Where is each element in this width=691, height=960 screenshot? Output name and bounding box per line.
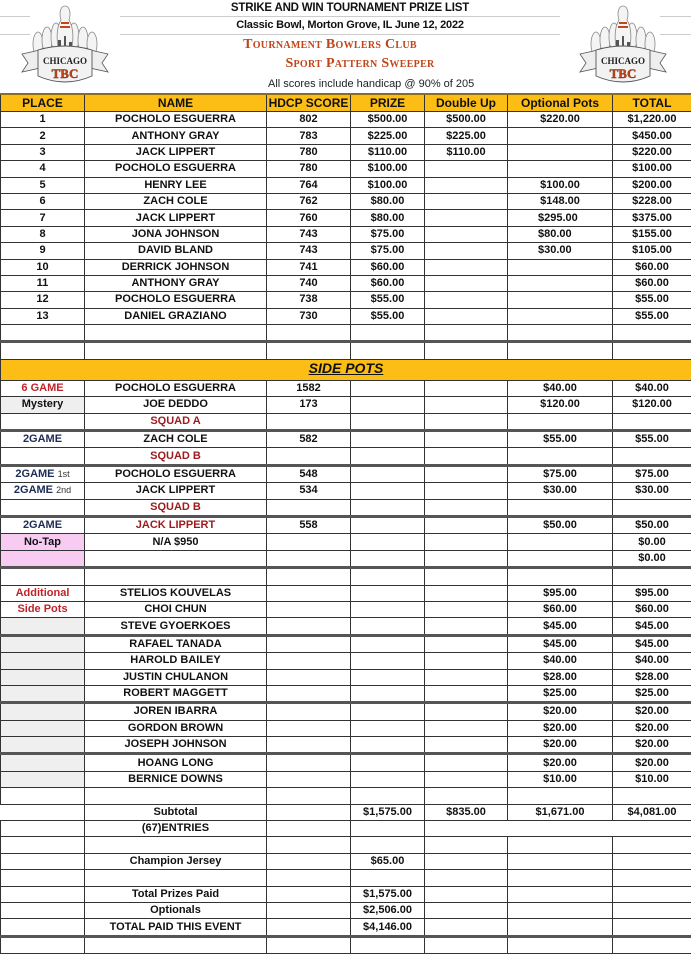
column-header-name: NAME (85, 94, 267, 112)
additional-side-pot-row (1, 754, 691, 771)
cell-optional-pots (508, 161, 613, 177)
cell-hdcp-score: 743 (267, 226, 351, 242)
label-cell (1, 635, 85, 652)
cell-optional-pots: $100.00 (508, 177, 613, 193)
cell-optional-pots: $80.00 (508, 226, 613, 242)
cell-optional-pots: $10.00 (508, 771, 613, 787)
blank-row (1, 325, 691, 342)
additional-side-pots-body (1, 585, 691, 788)
side-pot-name: POCHOLO ESGUERRA (85, 380, 267, 396)
side-pot-optional: $50.00 (508, 516, 613, 533)
side-pot-score: 548 (267, 465, 351, 482)
cell-name: HOANG LONG (85, 754, 267, 771)
side-pot-row-squad-b-1st (1, 465, 691, 482)
cell-optional-pots: $30.00 (508, 243, 613, 259)
cell-place: 9 (1, 243, 85, 259)
location-date: Classic Bowl, Morton Grove, IL June 12, 2022 (236, 19, 464, 31)
column-header-total: TOTAL (613, 94, 691, 112)
places-body (1, 112, 691, 325)
cell-name: BERNICE DOWNS (85, 771, 267, 787)
additional-label: Side Pots (1, 601, 85, 617)
cell-total: $200.00 (613, 177, 691, 193)
place-row (1, 292, 691, 308)
cell-hdcp-score: 740 (267, 275, 351, 291)
cell-optional-pots: $20.00 (508, 703, 613, 720)
cell-prize: $75.00 (351, 243, 425, 259)
cell-hdcp-score: 802 (267, 112, 351, 128)
side-pot-label: No-Tap (1, 534, 85, 550)
side-pot-label-text: 2GAME (15, 468, 55, 480)
cell-place: 2 (1, 128, 85, 144)
cell-name: DERRICK JOHNSON (85, 259, 267, 275)
cell-name: GORDON BROWN (85, 720, 267, 736)
subtotal-total: $4,081.00 (613, 804, 691, 820)
cell-optional-pots (508, 259, 613, 275)
cell-total: $60.00 (613, 601, 691, 617)
side-pot-score: 558 (267, 516, 351, 533)
cell-total: $20.00 (613, 737, 691, 754)
cell-total: $25.00 (613, 685, 691, 702)
cell-total: $55.00 (613, 308, 691, 324)
blank-row (1, 342, 691, 359)
cell-prize: $100.00 (351, 161, 425, 177)
cell-optional-pots (508, 128, 613, 144)
logo-text-tbc: TBC (51, 66, 79, 81)
cell-optional-pots: $20.00 (508, 754, 613, 771)
cell-name: POCHOLO ESGUERRA (85, 292, 267, 308)
blank-pink-row (1, 550, 691, 567)
squad-a-label-row (1, 413, 691, 430)
squad-label: SQUAD B (85, 499, 267, 516)
cell-double-up: $225.00 (425, 128, 508, 144)
cell-name: JONA JOHNSON (85, 226, 267, 242)
cell-total: $100.00 (613, 161, 691, 177)
additional-side-pot-row (1, 601, 691, 617)
place-row (1, 193, 691, 209)
side-pot-name: ZACH COLE (85, 431, 267, 448)
column-header-prize: PRIZE (351, 94, 425, 112)
logo-text-chicago: CHICAGO (600, 56, 646, 66)
blank-row (1, 870, 691, 886)
cell-place: 4 (1, 161, 85, 177)
cell-prize: $80.00 (351, 210, 425, 226)
side-pot-optional: $120.00 (508, 397, 613, 413)
label-cell (1, 669, 85, 685)
blank-row (1, 568, 691, 585)
cell-prize: $75.00 (351, 226, 425, 242)
label-cell (1, 703, 85, 720)
side-pot-row-squad-b2-2game (1, 516, 691, 533)
total-paid-row (1, 919, 691, 936)
event-name: Sport Pattern Sweeper (285, 56, 435, 71)
cell-optional-pots: $20.00 (508, 737, 613, 754)
club-name: Tournament Bowlers Club (243, 37, 417, 52)
cell-optional-pots: $45.00 (508, 635, 613, 652)
cell-place: 10 (1, 259, 85, 275)
additional-side-pot-row (1, 720, 691, 736)
place-row (1, 210, 691, 226)
cell-name: CHOI CHUN (85, 601, 267, 617)
squad-b-label-row (1, 499, 691, 516)
cell-total: $10.00 (613, 771, 691, 787)
side-pot-label: Mystery (1, 397, 85, 413)
cell-name: POCHOLO ESGUERRA (85, 112, 267, 128)
subtotal-prize: $1,575.00 (351, 804, 425, 820)
cell-place: 8 (1, 226, 85, 242)
optionals-row (1, 902, 691, 918)
cell-name: ZACH COLE (85, 193, 267, 209)
place-row (1, 144, 691, 160)
label-cell (1, 618, 85, 635)
chicago-tbc-logo (20, 2, 110, 90)
cell-prize: $225.00 (351, 128, 425, 144)
additional-label: Additional (1, 585, 85, 601)
side-pot-name: JACK LIPPERT (85, 483, 267, 499)
cell-total: $375.00 (613, 210, 691, 226)
additional-side-pot-row (1, 703, 691, 720)
entries-row (1, 821, 691, 837)
cell-prize: $80.00 (351, 193, 425, 209)
cell-optional-pots: $295.00 (508, 210, 613, 226)
side-pot-score: 534 (267, 483, 351, 499)
side-pot-total: $50.00 (613, 516, 691, 533)
cell-prize: $55.00 (351, 308, 425, 324)
cell-name: STELIOS KOUVELAS (85, 585, 267, 601)
label-cell (1, 685, 85, 702)
additional-side-pot-row (1, 635, 691, 652)
cell-double-up (425, 308, 508, 324)
cell-name: JOSEPH JOHNSON (85, 737, 267, 754)
champion-jersey-label: Champion Jersey (85, 853, 267, 869)
cell-optional-pots: $60.00 (508, 601, 613, 617)
logo-text-tbc: TBC (609, 66, 637, 81)
logo-text-chicago: CHICAGO (42, 56, 88, 66)
cell-optional-pots: $148.00 (508, 193, 613, 209)
side-pot-label-suffix: 2nd (56, 485, 72, 496)
table-header-row (1, 94, 691, 112)
cell-name: ROBERT MAGGETT (85, 685, 267, 702)
cell-hdcp-score: 762 (267, 193, 351, 209)
place-row (1, 275, 691, 291)
cell-name: ANTHONY GRAY (85, 128, 267, 144)
side-pot-total: $40.00 (613, 380, 691, 396)
side-pot-label: 2GAME (1, 431, 85, 448)
prize-table (0, 93, 691, 954)
cell-place: 6 (1, 193, 85, 209)
cell-total: $228.00 (613, 193, 691, 209)
place-row (1, 226, 691, 242)
side-pot-total: $55.00 (613, 431, 691, 448)
cell-total: $60.00 (613, 259, 691, 275)
side-pot-total: $120.00 (613, 397, 691, 413)
cell-double-up (425, 275, 508, 291)
cell-optional-pots: $45.00 (508, 618, 613, 635)
cell-optional-pots (508, 275, 613, 291)
subtotal-optional: $1,671.00 (508, 804, 613, 820)
place-row (1, 112, 691, 128)
cell-name: ANTHONY GRAY (85, 275, 267, 291)
cell-total: $28.00 (613, 669, 691, 685)
total-prizes-row (1, 886, 691, 902)
cell-optional-pots (508, 308, 613, 324)
cell-double-up (425, 259, 508, 275)
cell-hdcp-score: 743 (267, 243, 351, 259)
cell-place: 13 (1, 308, 85, 324)
cell-hdcp-score: 783 (267, 128, 351, 144)
cell-prize: $60.00 (351, 259, 425, 275)
cell-hdcp-score: 760 (267, 210, 351, 226)
side-pot-total: $0.00 (613, 550, 691, 567)
label-cell (1, 771, 85, 787)
cell-name: POCHOLO ESGUERRA (85, 161, 267, 177)
subtotal-double-up: $835.00 (425, 804, 508, 820)
side-pot-optional: $40.00 (508, 380, 613, 396)
side-pot-label-text: 2GAME (13, 484, 54, 497)
additional-side-pot-row (1, 585, 691, 601)
cell-hdcp-score: 764 (267, 177, 351, 193)
cell-total: $155.00 (613, 226, 691, 242)
side-pot-score: 582 (267, 431, 351, 448)
place-row (1, 308, 691, 324)
cell-place: 1 (1, 112, 85, 128)
cell-double-up (425, 193, 508, 209)
cell-total: $45.00 (613, 635, 691, 652)
cell-total: $20.00 (613, 720, 691, 736)
side-pot-label: 6 GAME (1, 380, 85, 396)
label-cell (1, 720, 85, 736)
cell-total: $60.00 (613, 275, 691, 291)
side-pot-optional: $30.00 (508, 483, 613, 499)
handicap-note: All scores include handicap @ 90% of 205 (268, 78, 475, 90)
cell-double-up (425, 161, 508, 177)
side-pot-row-no-tap (1, 534, 691, 550)
total-paid-label: TOTAL PAID THIS EVENT (85, 919, 267, 936)
side-pot-score: 1582 (267, 380, 351, 396)
squad-label: SQUAD B (85, 448, 267, 465)
cell-name: JACK LIPPERT (85, 144, 267, 160)
cell-name: DAVID BLAND (85, 243, 267, 259)
chicago-tbc-logo (578, 2, 668, 90)
cell-name: JUSTIN CHULANON (85, 669, 267, 685)
cell-place: 3 (1, 144, 85, 160)
champion-jersey-value: $65.00 (351, 853, 425, 869)
cell-prize: $60.00 (351, 275, 425, 291)
blank-row (1, 788, 691, 804)
blank-row (1, 936, 691, 953)
champion-jersey-row (1, 853, 691, 869)
cell-total: $20.00 (613, 703, 691, 720)
cell-hdcp-score: 738 (267, 292, 351, 308)
subtotal-row (1, 804, 691, 820)
cell-total: $20.00 (613, 754, 691, 771)
cell-prize: $500.00 (351, 112, 425, 128)
side-pot-label-suffix: 1st (57, 469, 70, 479)
label-cell (1, 653, 85, 669)
cell-name: JACK LIPPERT (85, 210, 267, 226)
cell-name: RAFAEL TANADA (85, 635, 267, 652)
cell-name: DANIEL GRAZIANO (85, 308, 267, 324)
side-pot-total: $30.00 (613, 483, 691, 499)
place-row (1, 161, 691, 177)
cell-double-up (425, 243, 508, 259)
side-pot-optional: $75.00 (508, 465, 613, 482)
optionals-value: $2,506.00 (351, 902, 425, 918)
grid-line (120, 16, 560, 17)
additional-side-pot-row (1, 669, 691, 685)
squad-b-label-row (1, 448, 691, 465)
cell-double-up: $110.00 (425, 144, 508, 160)
cell-optional-pots: $28.00 (508, 669, 613, 685)
side-pots-title: SIDE POTS (308, 360, 384, 377)
cell-total: $40.00 (613, 653, 691, 669)
column-header-hdcp-score: HDCP SCORE (267, 94, 351, 112)
additional-side-pot-row (1, 685, 691, 702)
cell-optional-pots: $25.00 (508, 685, 613, 702)
document-title: STRIKE AND WIN TOURNAMENT PRIZE LIST (230, 2, 470, 14)
side-pot-row-squad-b-2nd (1, 483, 691, 499)
side-pot-name: JACK LIPPERT (85, 516, 267, 533)
cell-place: 12 (1, 292, 85, 308)
side-pot-optional: $55.00 (508, 431, 613, 448)
total-prizes-value: $1,575.00 (351, 886, 425, 902)
cell-double-up: $500.00 (425, 112, 508, 128)
cell-double-up (425, 226, 508, 242)
total-prizes-label: Total Prizes Paid (85, 886, 267, 902)
column-header-place: PLACE (1, 94, 85, 112)
total-paid-value: $4,146.00 (351, 919, 425, 936)
side-pot-name: JOE DEDDO (85, 397, 267, 413)
cell-name: STEVE GYOERKOES (85, 618, 267, 635)
entries-count: (67)ENTRIES (85, 821, 267, 837)
cell-double-up (425, 292, 508, 308)
cell-hdcp-score: 780 (267, 144, 351, 160)
side-pot-total: $0.00 (613, 534, 691, 550)
blank-row (1, 837, 691, 853)
side-pot-name: POCHOLO ESGUERRA (85, 465, 267, 482)
cell-double-up (425, 177, 508, 193)
cell-total: $95.00 (613, 585, 691, 601)
place-row (1, 259, 691, 275)
cell-total: $450.00 (613, 128, 691, 144)
cell-total: $45.00 (613, 618, 691, 635)
cell-place: 5 (1, 177, 85, 193)
cell-name: HAROLD BAILEY (85, 653, 267, 669)
label-cell (1, 737, 85, 754)
place-row (1, 243, 691, 259)
side-pot-row-mystery (1, 397, 691, 413)
cell-total: $220.00 (613, 144, 691, 160)
optionals-label: Optionals (85, 902, 267, 918)
side-pot-row-6-game (1, 380, 691, 396)
grid-line (120, 34, 560, 35)
cell-place: 11 (1, 275, 85, 291)
label-cell (1, 754, 85, 771)
side-pot-total: $75.00 (613, 465, 691, 482)
cell-total: $1,220.00 (613, 112, 691, 128)
cell-total: $55.00 (613, 292, 691, 308)
side-pot-name: N/A $950 (85, 534, 267, 550)
cell-optional-pots (508, 144, 613, 160)
cell-name: HENRY LEE (85, 177, 267, 193)
cell-place: 7 (1, 210, 85, 226)
cell-prize: $110.00 (351, 144, 425, 160)
cell-prize: $100.00 (351, 177, 425, 193)
additional-side-pot-row (1, 737, 691, 754)
place-row (1, 128, 691, 144)
additional-side-pot-row (1, 771, 691, 787)
subtotal-label: Subtotal (85, 804, 267, 820)
side-pot-label: 2GAME (1, 516, 85, 533)
squad-label: SQUAD A (85, 413, 267, 430)
side-pot-label (1, 483, 85, 499)
side-pot-row-squad-a-2game (1, 431, 691, 448)
side-pot-label (1, 465, 85, 482)
cell-optional-pots: $220.00 (508, 112, 613, 128)
side-pots-header-row (1, 359, 691, 380)
title-area (0, 0, 691, 93)
place-row (1, 177, 691, 193)
column-header-optional-pots: Optional Pots (508, 94, 613, 112)
cell-double-up (425, 210, 508, 226)
cell-name: JOREN IBARRA (85, 703, 267, 720)
cell-hdcp-score: 730 (267, 308, 351, 324)
column-header-double-up: Double Up (425, 94, 508, 112)
cell-hdcp-score: 741 (267, 259, 351, 275)
side-pot-score: 173 (267, 397, 351, 413)
cell-total: $105.00 (613, 243, 691, 259)
additional-side-pot-row (1, 618, 691, 635)
cell-hdcp-score: 780 (267, 161, 351, 177)
additional-side-pot-row (1, 653, 691, 669)
cell-prize: $55.00 (351, 292, 425, 308)
cell-optional-pots: $20.00 (508, 720, 613, 736)
cell-optional-pots: $40.00 (508, 653, 613, 669)
cell-optional-pots (508, 292, 613, 308)
cell-optional-pots: $95.00 (508, 585, 613, 601)
